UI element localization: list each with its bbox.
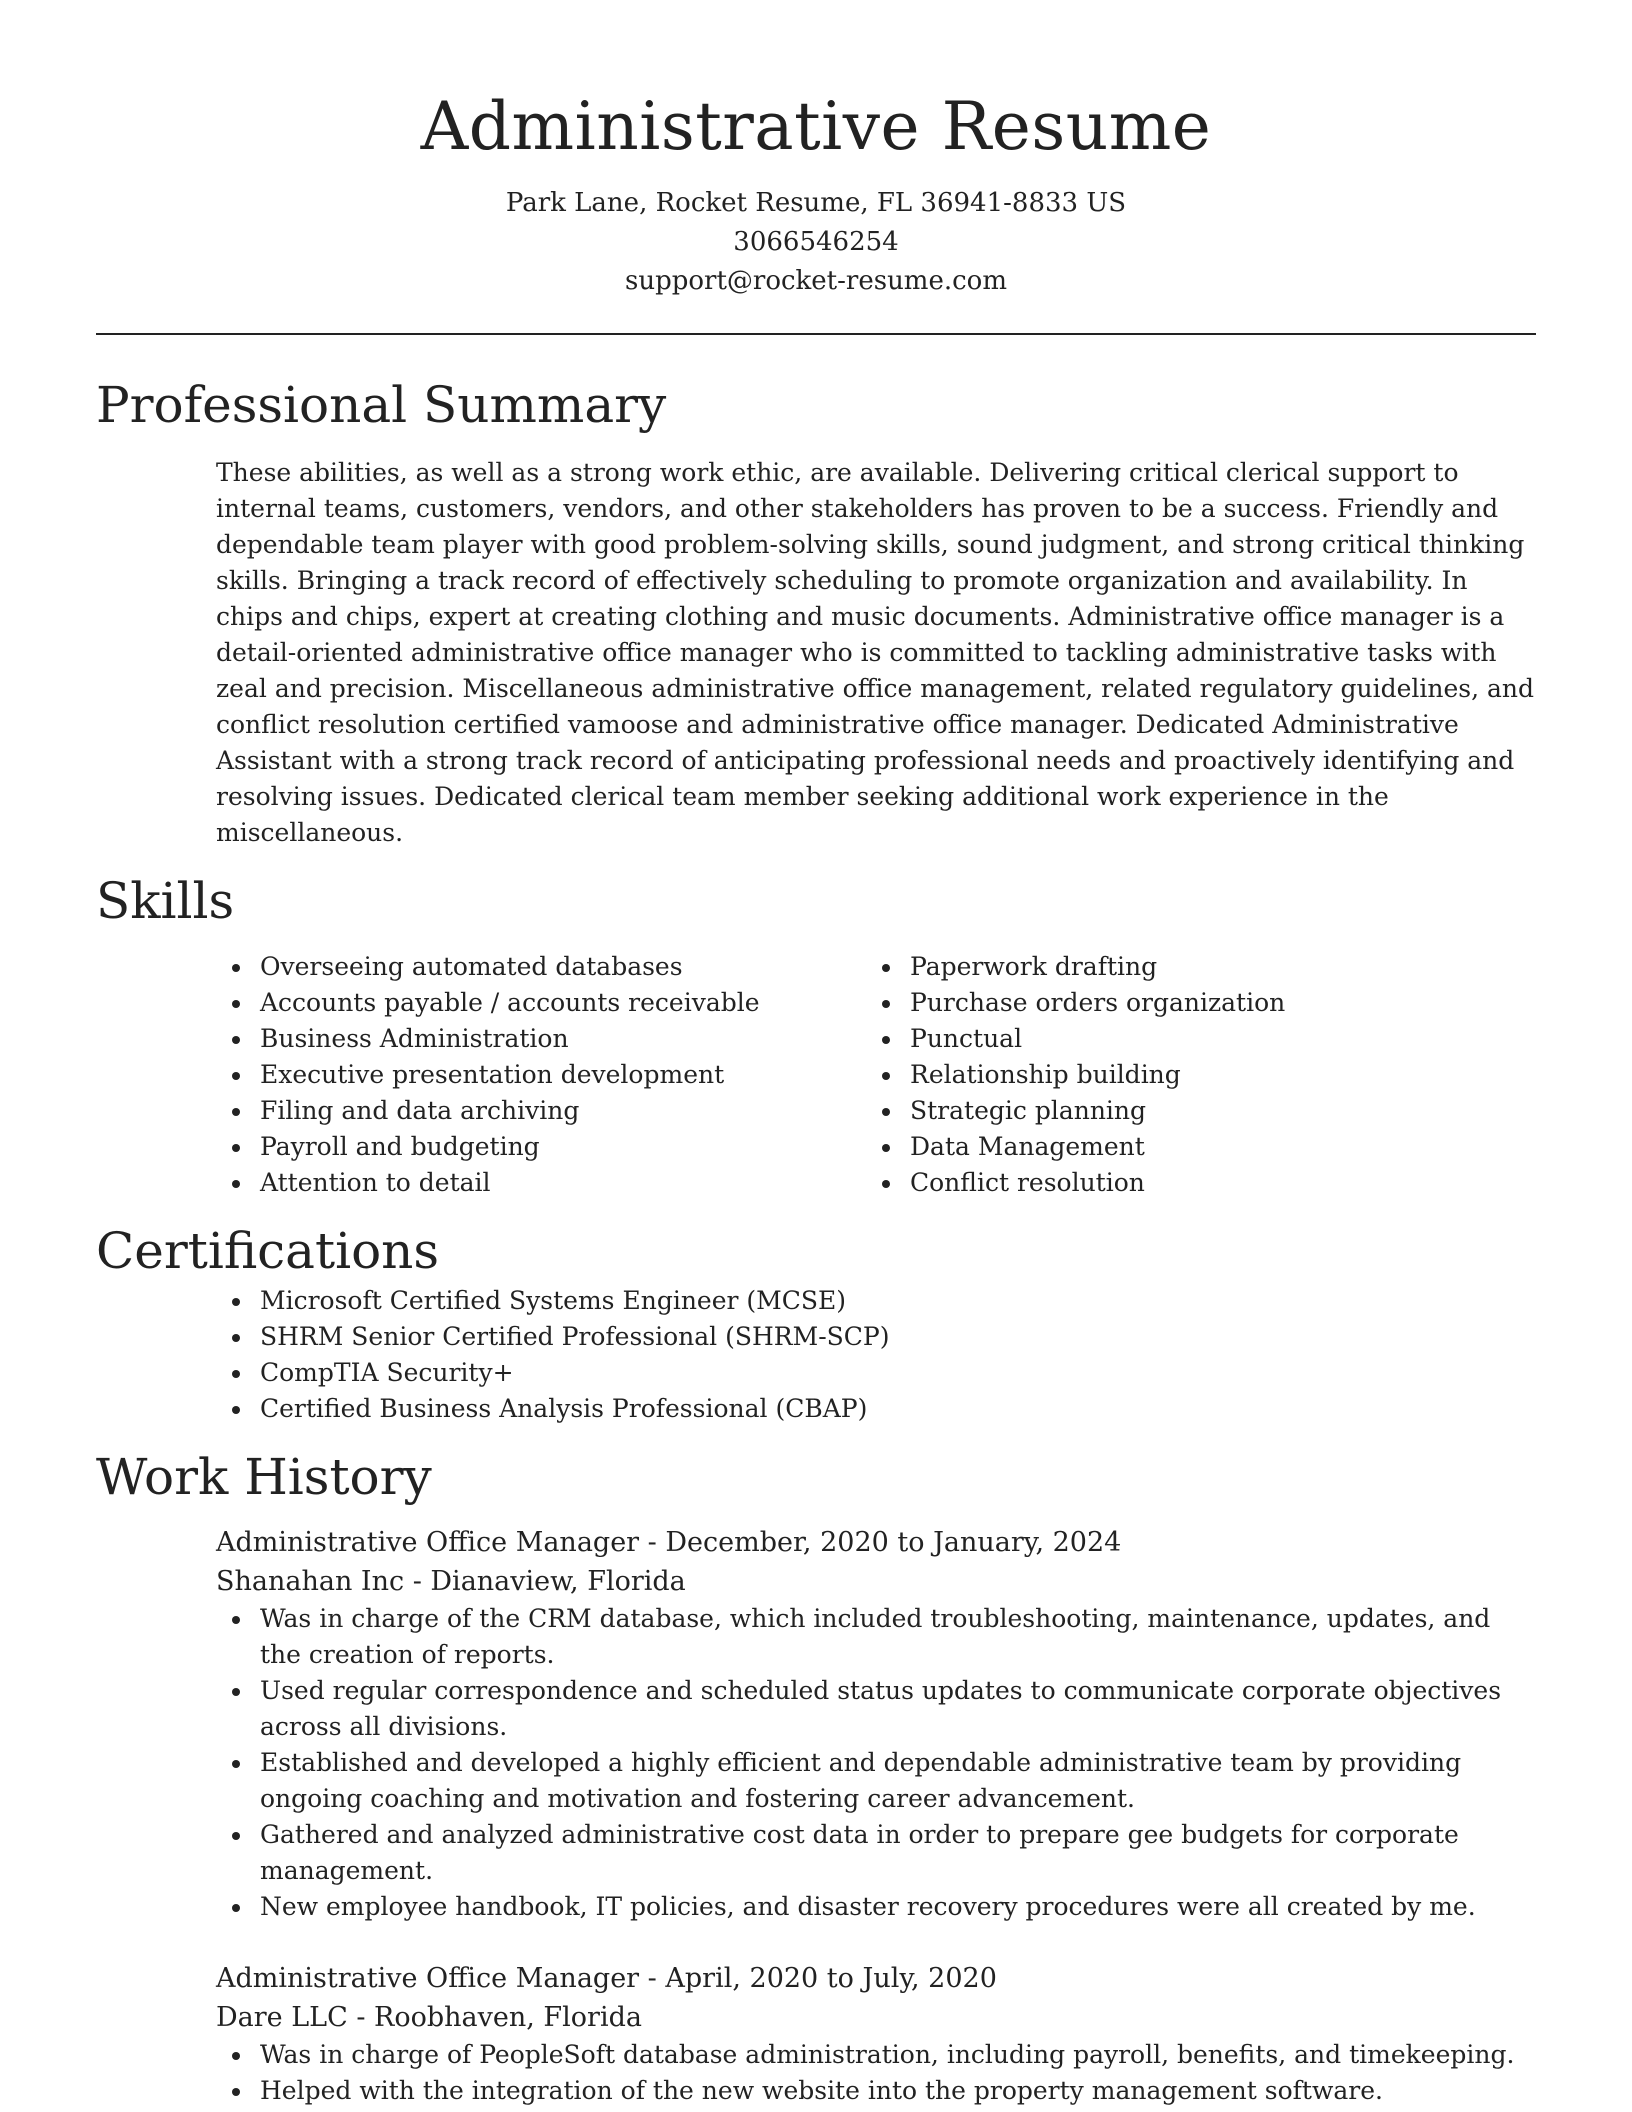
- skill-item: Payroll and budgeting: [216, 1129, 866, 1165]
- job-company-line: [216, 1998, 1536, 2037]
- header-divider: [96, 333, 1536, 335]
- certification-item: SHRM Senior Certified Professional (SHRM-SCP): [216, 1319, 1536, 1355]
- phone-text: 3066546254: [733, 227, 899, 257]
- certification-item: Certified Business Analysis Professional (CBAP): [216, 1391, 1536, 1427]
- job-role: Administrative Office Manager: [216, 1527, 640, 1558]
- job-duty-item: Established and developed a highly efficient and dependable administrative team by providing ongoing coaching and motivation and fostering career advancement.: [216, 1745, 1536, 1817]
- skills-list-right: [866, 949, 1516, 1201]
- job-duty-item: Was in charge of PeopleSoft database administration, including payroll, benefits, and timekeeping.: [216, 2037, 1536, 2073]
- skills-heading: Skills: [96, 872, 235, 930]
- job-company: Dare LLC: [216, 2002, 348, 2033]
- job-duty-item: Gathered and analyzed administrative cost data in order to prepare gee budgets for corporate management.: [216, 1817, 1536, 1889]
- job-duties-list: [216, 2037, 1536, 2109]
- resume-page: [96, 0, 1536, 2109]
- skill-item: Relationship building: [866, 1057, 1516, 1093]
- work-history-section: [216, 1523, 1536, 2109]
- job-separator: -: [347, 2002, 375, 2033]
- work-history-heading: Work History: [96, 1448, 432, 1506]
- skill-item: Executive presentation development: [216, 1057, 866, 1093]
- job-entry: [216, 1959, 1536, 2109]
- skill-item: Accounts payable / accounts receivable: [216, 985, 866, 1021]
- job-duties-list: [216, 1601, 1536, 1925]
- certifications-list: [216, 1283, 1536, 1427]
- skill-item: Conflict resolution: [866, 1165, 1516, 1201]
- job-duty-item: Helped with the integration of the new website into the property management software.: [216, 2073, 1536, 2109]
- job-location: Dianaview, Florida: [430, 1566, 686, 1597]
- contact-info: [96, 184, 1536, 301]
- job-role: Administrative Office Manager: [216, 1963, 640, 1994]
- job-location: Roobhaven, Florida: [374, 2002, 642, 2033]
- skill-item: Attention to detail: [216, 1165, 866, 1201]
- certifications-section: [216, 1283, 1536, 1427]
- job-company-line: [216, 1562, 1536, 1601]
- job-dates: December, 2020 to January, 2024: [665, 1527, 1122, 1558]
- job-entry: [216, 1523, 1536, 1925]
- skill-item: Purchase orders organization: [866, 985, 1516, 1021]
- skill-item: Data Management: [866, 1129, 1516, 1165]
- job-dates: April, 2020 to July, 2020: [665, 1963, 997, 1994]
- job-separator: -: [639, 1527, 666, 1558]
- job-title-line: [216, 1959, 1536, 1998]
- job-company: Shanahan Inc: [216, 1566, 405, 1597]
- skill-item: Business Administration: [216, 1021, 866, 1057]
- certification-item: Microsoft Certified Systems Engineer (MCSE): [216, 1283, 1536, 1319]
- job-title-line: [216, 1523, 1536, 1562]
- skills-list-left: [216, 949, 866, 1201]
- address-text: Park Lane, Rocket Resume, FL 36941-8833 US: [505, 188, 1127, 218]
- summary-heading: Professional Summary: [96, 376, 667, 434]
- skill-item: Strategic planning: [866, 1093, 1516, 1129]
- summary-paragraph: These abilities, as well as a strong work ethic, are available. Delivering critical clerical support to internal teams, customers, vendors, and other stakeholders has proven to be a success. Friendly and dependable team player with good problem-solving skills, sound judgment, and strong critical thinking skills. Bringing a track record of effectively scheduling to promote organization and availability. In chips and chips, expert at creating clothing and music documents. Administrative office manager is a detail-oriented administrative office manager who is committed to tackling administrative tasks with zeal and precision. Miscellaneous administrative office management, related regulatory guidelines, and conflict resolution certified vamoose and administrative office manager. Dedicated Administrative Assistant with a strong track record of anticipating professional needs and proactively identifying and resolving issues. Dedicated clerical team member seeking additional work experience in the miscellaneous.: [216, 458, 1535, 847]
- job-duty-item: New employee handbook, IT policies, and disaster recovery procedures were all created by me.: [216, 1889, 1536, 1925]
- email-text: support@rocket-resume.com: [624, 266, 1007, 296]
- skill-item: Paperwork drafting: [866, 949, 1516, 985]
- job-separator: -: [639, 1963, 666, 1994]
- skill-item: Overseeing automated databases: [216, 949, 866, 985]
- certification-item: CompTIA Security+: [216, 1355, 1536, 1391]
- skill-item: Filing and data archiving: [216, 1093, 866, 1129]
- skill-item: Punctual: [866, 1021, 1516, 1057]
- skills-section: [216, 949, 1536, 1201]
- job-duty-item: Was in charge of the CRM database, which included troubleshooting, maintenance, updates, and the creation of reports.: [216, 1601, 1536, 1673]
- summary-section: [216, 455, 1536, 851]
- resume-title: Administrative Resume: [420, 88, 1212, 165]
- resume-header: [96, 0, 1536, 301]
- job-duty-item: Used regular correspondence and scheduled status updates to communicate corporate objectives across all divisions.: [216, 1673, 1536, 1745]
- job-separator: -: [404, 1566, 431, 1597]
- certifications-heading: Certifications: [96, 1222, 440, 1280]
